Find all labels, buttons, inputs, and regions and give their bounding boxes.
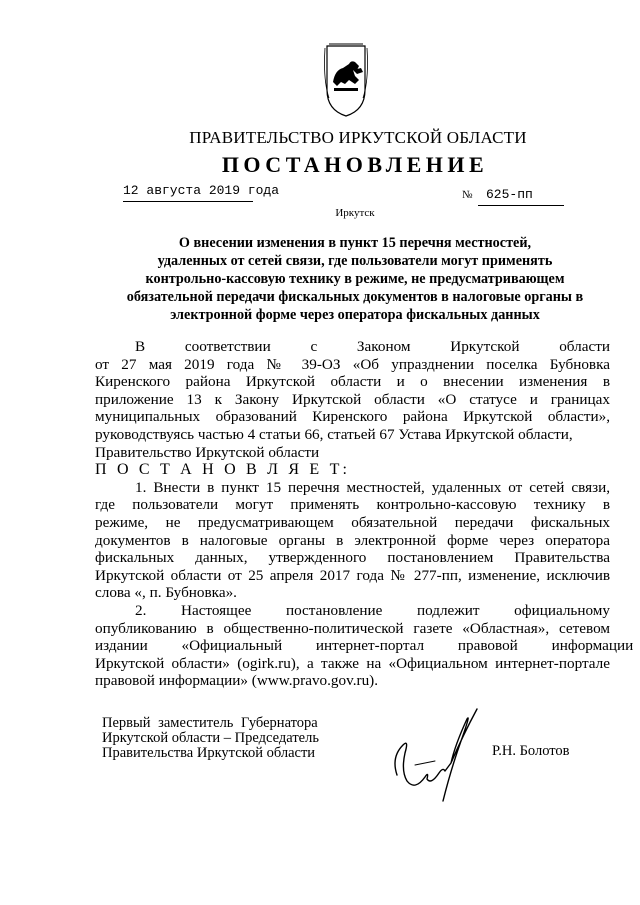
signatory-title bbox=[102, 716, 319, 761]
item2-line bbox=[95, 637, 634, 655]
word: В bbox=[135, 338, 146, 355]
preamble-line bbox=[95, 373, 610, 391]
coat-of-arms-icon bbox=[323, 40, 369, 118]
signer-name: Р.Н. Болотов bbox=[492, 743, 570, 759]
heading-line: электронной форме через оператора фискальных данных bbox=[170, 307, 540, 323]
document-city: Иркутск bbox=[335, 207, 375, 219]
line-text: 1. Внести в пункт 15 перечня местностей, удаленных от сетей связи, bbox=[135, 478, 610, 496]
document-body bbox=[95, 338, 634, 690]
line-text: от 27 мая 2019 года № 39-ОЗ «Об упразднении поселка Бубновка bbox=[95, 355, 610, 373]
line-text: приложение 13 к Закону Иркутской области «О статусе и границах bbox=[95, 390, 610, 408]
line-text: издании «Официальный интернет-портал правовой информации bbox=[95, 637, 634, 655]
line-text: режиме, не предусматривающем обязательной передачи фискальных bbox=[95, 513, 610, 531]
word: Настоящее bbox=[180, 601, 252, 619]
line-text: где пользователи могут применять контрольно-кассовую технику в bbox=[95, 496, 610, 514]
decree-word: П О С Т А Н О В Л Я Е Т: bbox=[95, 461, 351, 479]
preamble-line: руководствуясь частью 4 статьи 66, статьей 67 Устава Иркутской области, bbox=[95, 425, 573, 443]
handwritten-signature-icon bbox=[385, 705, 495, 815]
word: 2. bbox=[135, 601, 147, 619]
item2-line bbox=[95, 655, 610, 673]
item1-line bbox=[95, 567, 610, 585]
item1-line: слова «, п. Бубновка». bbox=[95, 584, 237, 602]
line-text: фискальных данных, утвержденного постановлением Правительства bbox=[95, 549, 610, 567]
item2-line: правовой информации» (www.pravo.gov.ru). bbox=[95, 672, 379, 690]
signatory-line: Иркутской области – Председатель bbox=[102, 730, 319, 746]
preamble-line bbox=[95, 356, 610, 374]
word: подлежит bbox=[416, 601, 480, 619]
word: постановление bbox=[285, 601, 383, 619]
document-number: 625-пп bbox=[478, 187, 564, 206]
item2-line bbox=[95, 602, 610, 620]
item2-line bbox=[95, 620, 610, 638]
item1-line bbox=[95, 479, 610, 497]
line-text: Иркутской области от 25 апреля 2017 года № 277-пп, изменение, исключив bbox=[95, 566, 610, 584]
heading-line: контрольно-кассовую технику в режиме, не предусматривающем bbox=[145, 271, 565, 287]
line-text: Иркутской области» (ogirk.ru), а также на «Официальном интернет-портале bbox=[95, 654, 610, 672]
preamble-line: Правительство Иркутской области bbox=[95, 443, 320, 461]
preamble-line bbox=[95, 391, 610, 409]
word: официальному bbox=[514, 601, 610, 619]
signatory-line: Первый заместитель Губернатора bbox=[102, 715, 318, 731]
word: соответствии bbox=[184, 338, 271, 355]
heading-line: О внесении изменения в пункт 15 перечня местностей, bbox=[178, 235, 532, 251]
line-text: опубликованию в общественно-политической газете «Областная», сетевом bbox=[95, 619, 610, 637]
item1-line bbox=[95, 514, 610, 532]
line-text: Киренского района Иркутской области и о внесении изменения в bbox=[95, 373, 610, 391]
document-type-title: ПОСТАНОВЛЕНИЕ bbox=[221, 152, 489, 177]
preamble-line bbox=[95, 338, 610, 356]
word: Законом bbox=[356, 338, 411, 355]
document-date: 12 августа 2019 года bbox=[123, 183, 253, 202]
heading-line: обязательной передачи фискальных документов в налоговые органы в bbox=[126, 289, 584, 305]
document-heading bbox=[100, 234, 610, 324]
signatory-line: Правительства Иркутской области bbox=[102, 745, 316, 761]
government-name: ПРАВИТЕЛЬСТВО ИРКУТСКОЙ ОБЛАСТИ bbox=[189, 128, 527, 147]
word: области bbox=[559, 338, 610, 355]
line-text: документов в налоговые органы в электронной форме через оператора bbox=[95, 531, 610, 549]
word: Иркутской bbox=[450, 338, 520, 355]
item1-line bbox=[95, 532, 610, 550]
item1-line bbox=[95, 496, 610, 514]
line-text: муниципальных образований Киренского района Иркутской области», bbox=[95, 408, 610, 426]
heading-line: удаленных от сетей связи, где пользователи могут применять bbox=[157, 253, 553, 269]
number-sign: № bbox=[462, 189, 473, 201]
word: с bbox=[310, 338, 318, 355]
preamble-line bbox=[95, 408, 610, 426]
item1-line bbox=[95, 549, 610, 567]
